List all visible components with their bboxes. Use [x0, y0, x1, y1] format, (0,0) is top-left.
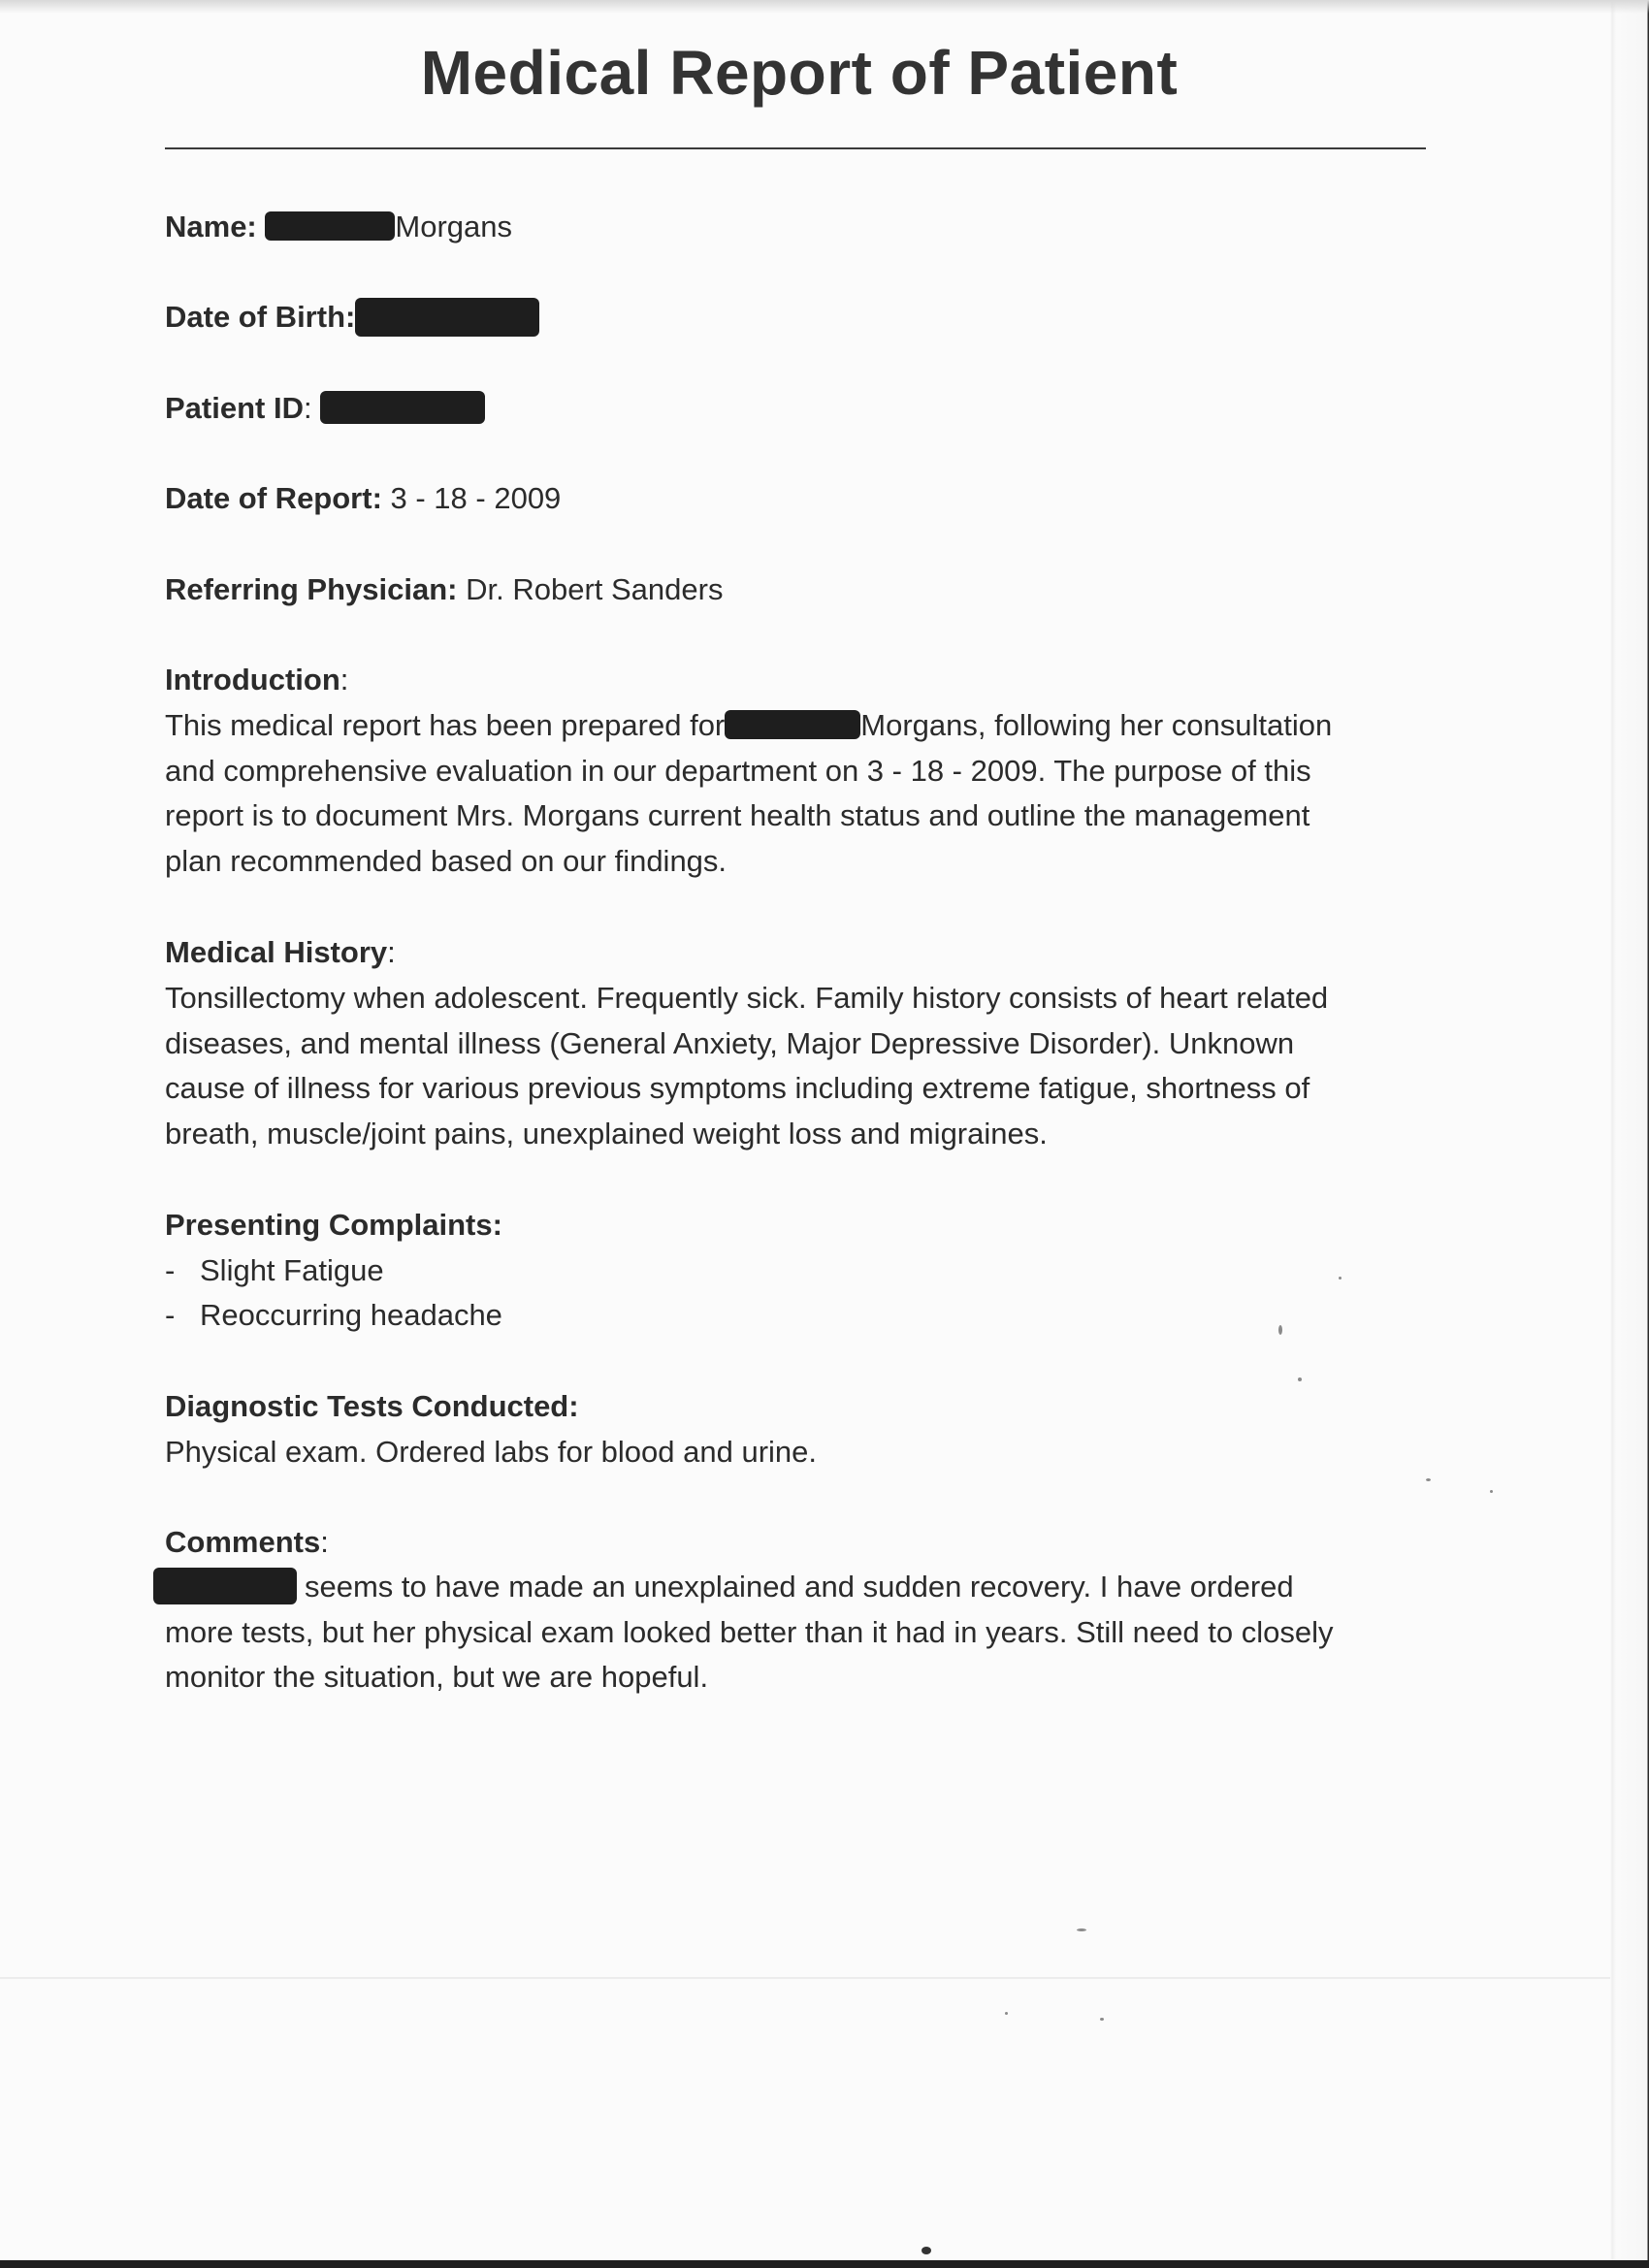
- redacted-first-name: [265, 211, 395, 241]
- scan-page-edge: [1610, 0, 1649, 2268]
- comments-line: more tests, but her physical exam looked better than it had in years. Still need to closely: [165, 1614, 1334, 1649]
- scan-top-shadow: [0, 0, 1649, 14]
- physician-value: Dr. Robert Sanders: [466, 572, 724, 606]
- introduction-line: and comprehensive evaluation in our department on 3 - 18 - 2009. The purpose of this: [165, 753, 1311, 788]
- list-item: - Slight Fatigue: [165, 1253, 384, 1287]
- redacted-dob: [355, 298, 539, 337]
- introduction-paragraph: [165, 703, 1445, 884]
- scan-speck: [1490, 1490, 1493, 1493]
- comments-line: monitor the situation, but we are hopeful.: [165, 1660, 709, 1694]
- medical-history-heading-text: Medical History: [165, 935, 388, 969]
- comments-line1-after: seems to have made an unexplained and sudden recovery. I have ordered: [305, 1570, 1294, 1604]
- title-divider: [165, 147, 1426, 149]
- comments-heading: Comments:: [165, 1525, 329, 1559]
- scan-speck: [1298, 1377, 1302, 1381]
- redacted-first-name: [153, 1568, 297, 1604]
- report-date-field: [165, 479, 561, 518]
- scan-fold-line: [0, 1977, 1610, 1979]
- medical-history-heading: Medical History:: [165, 935, 396, 969]
- medical-history-line: cause of illness for various previous symptoms including extreme fatigue, shortness of: [165, 1071, 1310, 1105]
- dob-label: Date of Birth:: [165, 300, 356, 334]
- comments-line: [153, 1565, 1434, 1610]
- redacted-patient-id: [320, 391, 485, 424]
- redacted-first-name: [725, 710, 860, 739]
- complaint-text: Reoccurring headache: [200, 1298, 502, 1332]
- physician-label: Referring Physician:: [165, 572, 458, 606]
- diagnostic-tests-line: Physical exam. Ordered labs for blood and urine.: [165, 1435, 818, 1469]
- report-date-value: 3 - 18 - 2009: [390, 481, 562, 515]
- scan-speck: [1077, 1928, 1086, 1931]
- dob-field: [165, 298, 539, 339]
- complaint-text: Slight Fatigue: [200, 1253, 384, 1287]
- introduction-line1-after: Morgans, following her consultation: [860, 708, 1333, 742]
- patient-id-field: [165, 389, 485, 428]
- medical-history-line: breath, muscle/joint pains, unexplained weight loss and migraines.: [165, 1116, 1048, 1150]
- introduction-heading: Introduction:: [165, 663, 349, 697]
- patient-id-label: Patient ID: [165, 391, 304, 425]
- patient-id-separator: :: [303, 391, 312, 425]
- scan-speck: [1278, 1325, 1282, 1335]
- comments-heading-text: Comments: [165, 1525, 321, 1559]
- medical-history-line: diseases, and mental illness (General Anxiety, Major Depressive Disorder). Unknown: [165, 1025, 1295, 1060]
- introduction-line: report is to document Mrs. Morgans current health status and outline the management: [165, 798, 1310, 832]
- document-title: Medical Report of Patient: [420, 38, 1179, 108]
- report-date-label: Date of Report:: [165, 481, 382, 515]
- name-field: [165, 208, 512, 246]
- diagnostic-tests-heading: Diagnostic Tests Conducted:: [165, 1389, 579, 1423]
- medical-history-paragraph: [165, 976, 1445, 1156]
- scan-mark-dot: [922, 2247, 931, 2254]
- introduction-heading-text: Introduction: [165, 663, 340, 697]
- comments-paragraph: [153, 1565, 1434, 1701]
- name-value: Morgans: [395, 210, 512, 243]
- medical-history-line: Tonsillectomy when adolescent. Frequently sick. Family history consists of heart related: [165, 981, 1329, 1015]
- name-label: Name:: [165, 210, 257, 243]
- scan-speck: [1339, 1277, 1342, 1280]
- presenting-complaints-heading: Presenting Complaints:: [165, 1208, 502, 1242]
- scan-speck: [1005, 2012, 1008, 2015]
- physician-field: [165, 570, 723, 609]
- diagnostic-tests-paragraph: [165, 1430, 1445, 1475]
- scan-speck: [1426, 1478, 1431, 1481]
- scan-bottom-edge: [0, 2260, 1649, 2268]
- introduction-line1-before: This medical report has been prepared for: [165, 708, 726, 742]
- introduction-line: plan recommended based on our findings.: [165, 843, 728, 878]
- scan-speck: [1100, 2018, 1104, 2021]
- introduction-line: [165, 703, 1445, 749]
- list-item: - Reoccurring headache: [165, 1298, 502, 1332]
